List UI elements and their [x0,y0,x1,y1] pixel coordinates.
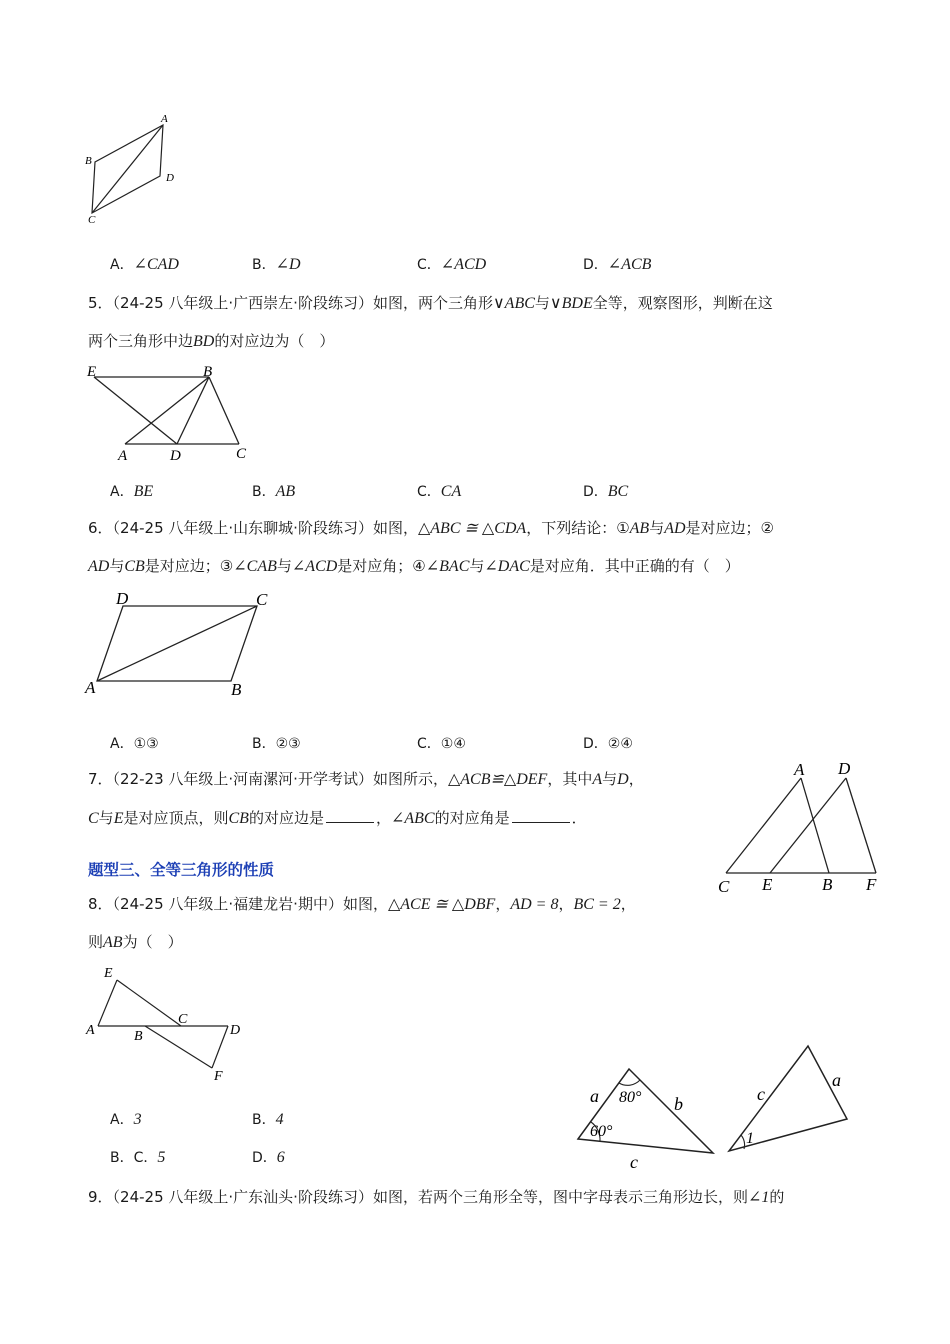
q9-label-ang80: 80° [619,1089,642,1106]
q8-label-F: F [214,1069,223,1084]
q4-option-a[interactable]: A．∠CAD [110,256,179,273]
q8-line1: 8．（24-25 八年级上·福建龙岩·期中）如图，△ACE ≅ △DBF，AD = 8，BC = 2， [88,895,636,913]
q7-line2: C与E是对应顶点，则CB的对应边是 ，∠ABC的对应角是 ． [88,809,587,827]
q8-label-B: B [134,1029,143,1044]
q6-line1: 6．（24-25 八年级上·山东聊城·阶段练习）如图，△ABC ≅ △CDA，下列结论：①AB与AD是对应边；② [88,519,774,537]
q4-label-D: D [166,172,174,184]
q4-option-c[interactable]: C．∠ACD [417,256,487,273]
q8-label-A: A [86,1023,95,1038]
q9-label-c1: c [630,1152,638,1170]
q5-option-c[interactable]: C．CA [417,483,462,500]
q8-figure [82,962,262,1087]
q9-label-a1: a [590,1086,599,1106]
q8-line2: 则AB为（ ） [88,933,183,951]
q8-option-d[interactable]: D．6 [252,1149,285,1166]
q9-line1: 9．（24-25 八年级上·广东汕头·阶段练习）如图，若两个三角形全等，图中字母表示三角形边长，则∠1的 [88,1188,785,1206]
q5-option-a[interactable]: A．BE [110,483,154,500]
q9-label-b1: b [674,1094,683,1114]
q9-label-ang60: 60° [590,1123,613,1140]
q8-option-b[interactable]: B．4 [252,1111,284,1128]
q5-figure [82,360,262,470]
section-title: 题型三、全等三角形的性质 [88,861,275,879]
q6-label-B: B [231,680,242,699]
q7-label-B: B [822,875,833,894]
q5-label-B: B [203,364,213,380]
q5-label-A: A [118,448,128,464]
q6-option-d[interactable]: D．②④ [583,736,633,752]
q5-option-b[interactable]: B．AB [252,483,296,500]
q5-label-E: E [87,364,97,380]
q7-label-F: F [866,875,877,894]
q7-label-E: E [762,875,773,894]
q9-label-a2: a [832,1070,841,1090]
q4-figure [80,110,190,230]
q5-line2: 两个三角形中边BD的对应边为（ ） [88,332,335,350]
q7-answer-blank-1[interactable] [326,808,374,823]
q8-label-E: E [104,966,113,981]
q6-option-a[interactable]: A．①③ [110,736,159,752]
q4-option-b[interactable]: B．∠D [252,256,301,273]
q7-label-A: A [794,760,805,779]
q4-label-C: C [88,214,96,226]
q9-label-c2: c [757,1084,765,1104]
q7-label-D: D [838,759,851,778]
q6-option-b[interactable]: B．②③ [252,736,301,752]
q4-option-d[interactable]: D．∠ACB [583,256,652,273]
q9-figure [570,1040,870,1170]
q8-label-C: C [178,1012,188,1027]
q6-label-D: D [116,589,129,608]
q8-label-D: D [230,1023,241,1038]
q6-label-C: C [256,590,268,609]
q5-label-D: D [170,448,181,464]
q9-label-ang1: 1 [746,1130,754,1147]
q7-answer-blank-2[interactable] [512,808,570,823]
q6-option-c[interactable]: C．①④ [417,736,466,752]
q8-option-a[interactable]: A．3 [110,1111,142,1128]
q6-label-A: A [85,678,96,697]
q4-label-B: B [85,155,92,167]
q5-line1: 5．（24-25 八年级上·广西崇左·阶段练习）如图，两个三角形∨ABC与∨BDE全等，观察图形，判断在这 [88,294,773,312]
q5-option-d[interactable]: D．BC [583,483,629,500]
q6-figure [80,585,280,700]
q7-line1: 7．（22-23 八年级上·河南漯河·开学考试）如图所示，△ACB≌△DEF，其中A与D， [88,770,644,788]
q4-label-A: A [161,113,168,125]
q8-option-c[interactable]: B．C．5 [110,1149,166,1166]
q7-label-C: C [718,877,730,896]
q5-label-C: C [236,446,247,462]
q7-figure [712,756,892,901]
q6-line2: AD与CB是对应边；③∠CAB与∠ACD是对应角；④∠BAC与∠DAC是对应角．其中正确的有（ ） [88,557,740,575]
